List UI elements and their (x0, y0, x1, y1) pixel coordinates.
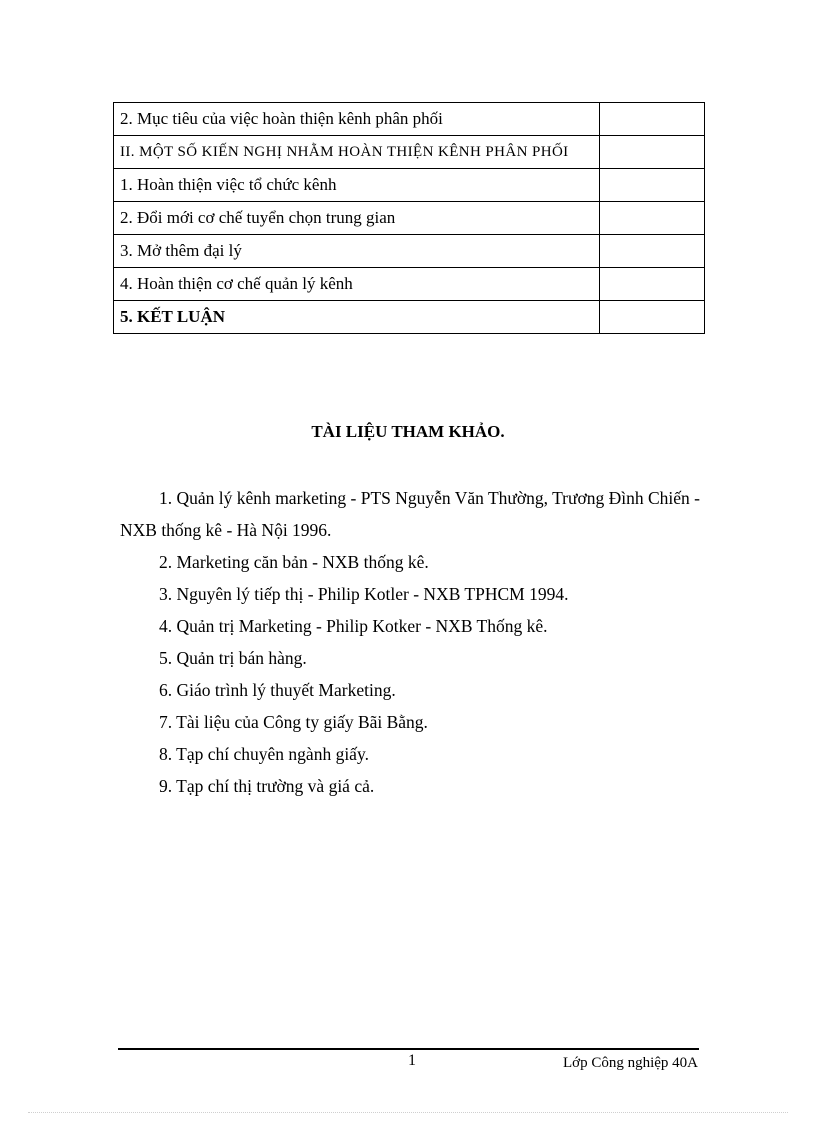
toc-page (600, 268, 705, 301)
toc-page (600, 169, 705, 202)
reference-item: 5. Quản trị bán hàng. (159, 648, 307, 668)
footer-class-name: Lớp Công nghiệp 40A (562, 1055, 698, 1071)
references-title: TÀI LIỆU THAM KHẢO. (311, 422, 505, 441)
reference-item: 1. Quản lý kênh marketing - PTS Nguyễn Văn Thường, Trương Đình Chiến - NXB thống kê - Hà Nội 1996. (120, 488, 700, 540)
toc-title: 2. Đổi mới cơ chế tuyển chọn trung gian (114, 202, 600, 235)
reference-item: 6. Giáo trình lý thuyết Marketing. (159, 680, 396, 700)
toc-title: 4. Hoàn thiện cơ chế quản lý kênh (114, 268, 600, 301)
toc-title: 2. Mục tiêu của việc hoàn thiện kênh phân phối (114, 103, 600, 136)
reference-item: 3. Nguyên lý tiếp thị - Philip Kotler - NXB TPHCM 1994. (159, 584, 569, 604)
toc-title: 1. Hoàn thiện việc tổ chức kênh (114, 169, 600, 202)
toc-page (600, 136, 705, 169)
references-list (120, 482, 700, 802)
toc-row (114, 103, 705, 136)
toc-title: 5. KẾT LUẬN (114, 301, 600, 334)
toc-page (600, 235, 705, 268)
toc-row (114, 301, 705, 334)
reference-item: 2. Marketing căn bản - NXB thống kê. (159, 552, 429, 572)
reference-item: 9. Tạp chí thị trường và giá cả. (159, 776, 375, 796)
toc-row (114, 169, 705, 202)
toc-row (114, 235, 705, 268)
toc-page (600, 202, 705, 235)
toc-page (600, 103, 705, 136)
page-number: 1 (408, 1052, 416, 1069)
reference-item: 4. Quản trị Marketing - Philip Kotker - NXB Thống kê. (159, 616, 548, 636)
toc-title: 3. Mở thêm đại lý (114, 235, 600, 268)
toc-page (600, 301, 705, 334)
footer-divider (118, 1048, 699, 1050)
reference-item: 7. Tài liệu của Công ty giấy Bãi Bằng. (159, 712, 428, 732)
reference-item: 8. Tạp chí chuyên ngành giấy. (159, 744, 369, 764)
toc-row (114, 136, 705, 169)
toc-row (114, 202, 705, 235)
toc-title: II. MỘT SỐ KIẾN NGHỊ NHẰM HOÀN THIỆN KÊNH PHÂN PHỐI (114, 136, 600, 169)
toc-row (114, 268, 705, 301)
page-bottom-edge (28, 1112, 788, 1113)
toc-table (113, 102, 705, 334)
